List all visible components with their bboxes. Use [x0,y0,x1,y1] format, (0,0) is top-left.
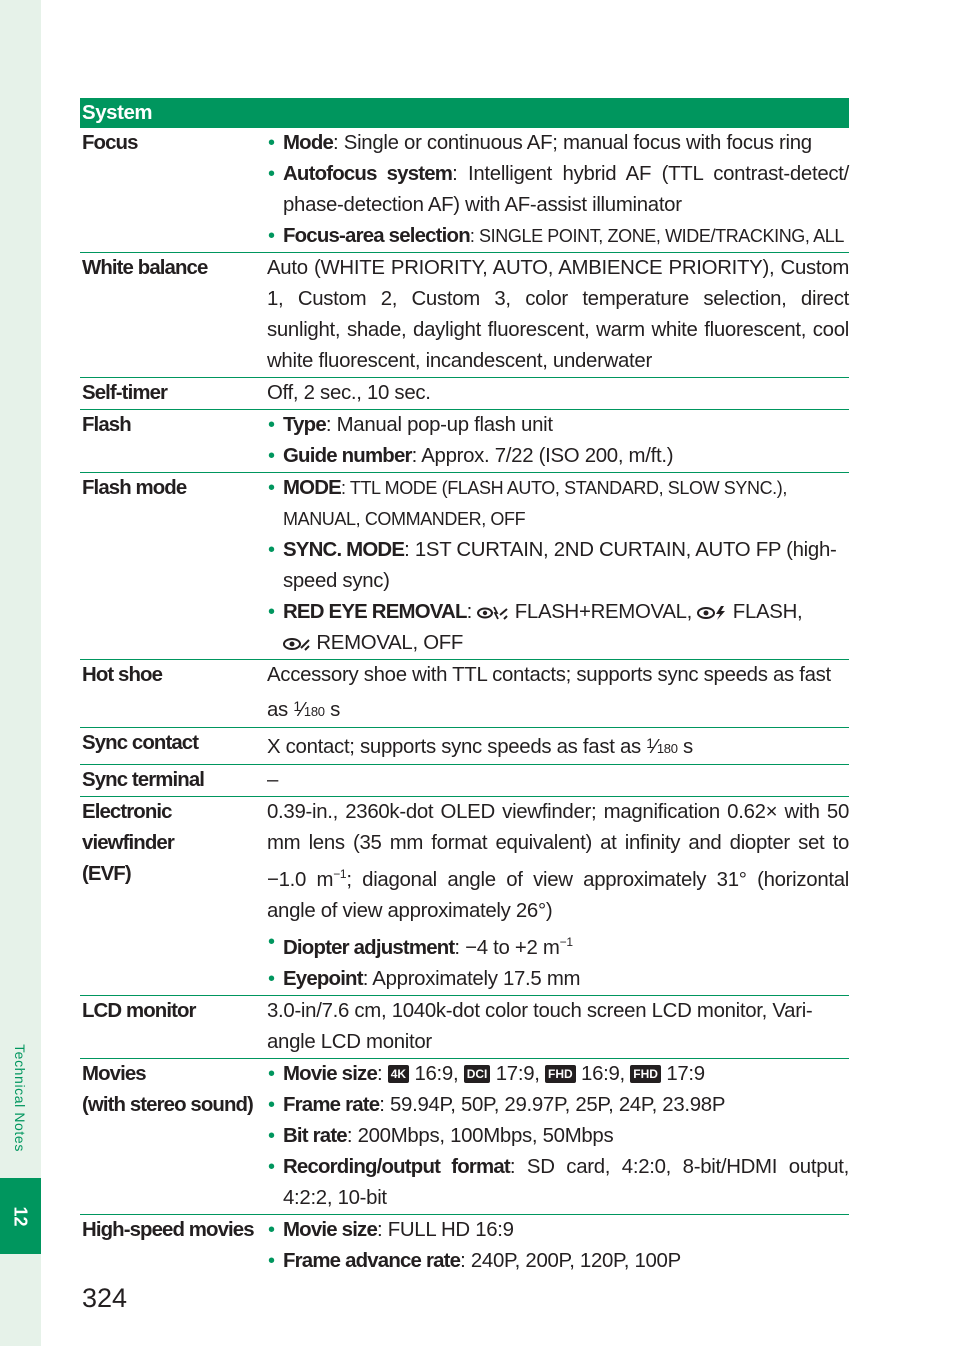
list-item: • MODE: TTL MODE (FLASH AUTO, STANDARD, SLOW SYNC.), MANUAL, COMMANDER, OFF [267,473,849,535]
row-label: Movies (with stereo sound) [82,1063,253,1116]
row-high-speed-movies [80,1215,849,1277]
row-value [267,410,849,472]
chapter-tab [0,1178,41,1254]
row-label: High-speed movies [82,1219,254,1241]
row-value [267,1215,849,1277]
list-item: • Focus-area selection: SINGLE POINT, ZONE, WIDE/TRACKING, ALL [267,221,849,252]
red-eye-flash-removal-icon [477,605,509,621]
list-item: • Eyepoint: Approximately 17.5 mm [267,964,849,995]
row-white-balance [80,253,849,378]
list-item: • RED EYE REMOVAL: FLASH+REMOVAL, FLASH, REMOVAL, OFF [267,597,849,659]
list-item: • Mode: Single or continuous AF; manual focus with focus ring [267,128,849,159]
row-flash [80,410,849,473]
row-label: Flash [82,414,131,436]
section-label: Technical Notes [12,1044,28,1152]
row-sync-contact [80,728,849,765]
list-item: • Movie size: FULL HD 16:9 [267,1215,849,1246]
list-item: • Type: Manual pop-up flash unit [267,410,849,441]
row-value [267,128,849,252]
fhd-badge: FHD [545,1065,576,1083]
row-label: Focus [82,132,138,154]
row-flash-mode [80,473,849,660]
row-label: LCD monitor [82,1000,196,1022]
row-label: Hot shoe [82,664,163,686]
fhd-badge: FHD [630,1065,661,1083]
list-item: • Movie size: 4K 16:9, DCI 17:9, FHD 16:9, FHD 17:9 [267,1059,849,1090]
list-item: • Autofocus system: Intelligent hybrid AF (TTL contrast-detect/ phase-detection AF) with AF-assist illuminator [267,159,849,221]
list-item: • SYNC. MODE: 1ST CURTAIN, 2ND CURTAIN, AUTO FP (high-speed sync) [267,535,849,597]
row-lcd-monitor [80,996,849,1059]
row-label: Electronic viewfinder (EVF) [82,801,174,885]
row-label: Flash mode [82,477,187,499]
row-value: 3.0-in/7.6 cm, 1040k-dot color touch screen LCD monitor, Vari-angle LCD monitor [267,1000,813,1053]
row-label: White balance [82,257,208,279]
table-header: System [80,98,849,128]
spec-table [80,98,849,1277]
row-value: Accessory shoe with TTL contacts; supports sync speeds as fast as $^1$⁄180 s [267,664,831,721]
4k-badge: 4K [388,1065,409,1083]
row-focus [80,128,849,253]
row-movies [80,1059,849,1215]
row-value [267,473,849,659]
list-item: • Diopter adjustment: −4 to +2 $m^{-1}$ [267,927,849,964]
red-eye-flash-icon [697,605,727,621]
row-value [267,1059,849,1214]
list-item: • Bit rate: 200Mbps, 100Mbps, 50Mbps [267,1121,849,1152]
red-eye-removal-icon [283,636,311,652]
row-label: Sync terminal [82,769,205,791]
row-value: X contact; supports sync speeds as fast as $^1$⁄180 s [267,735,693,758]
row-value: 0.39-in., 2360k-dot OLED viewfinder; magnification 0.62× with 50 mm lens (35 mm format equivalent) at infinity and diopter set to −1.0 $m^{-1}$; diagonal angle of view approximately 31° (horizontal angle of view approximately 26°) • Diopter adjustment: −4 to +2 $m^{-1}$ • Eyepoint: Approximately 17.5 mm [267,797,849,995]
row-value: – [267,769,279,791]
list-item: • Frame advance rate: 240P, 200P, 120P, 100P [267,1246,849,1277]
row-label: Sync contact [82,732,199,754]
row-label: Self-timer [82,382,168,404]
row-evf [80,797,849,996]
row-hot-shoe [80,660,849,728]
row-value: Off, 2 sec., 10 sec. [267,382,431,404]
chapter-number: 12 [11,1205,31,1227]
page-number: 324 [82,1283,128,1313]
row-sync-terminal [80,765,849,797]
dci-badge: DCI [464,1065,491,1083]
list-item: • Guide number: Approx. 7/22 (ISO 200, m/ft.) [267,441,849,472]
row-value: Auto (WHITE PRIORITY, AUTO, AMBIENCE PRIORITY), Custom 1, Custom 2, Custom 3, color temperature selection, direct sunlight, shade, daylight fluorescent, warm white fluorescent, cool white fluorescent, incandescent, underwater [267,257,849,372]
row-self-timer [80,378,849,410]
list-item: • Recording/output format: SD card, 4:2:0, 8-bit/HDMI output, 4:2:2, 10-bit [267,1152,849,1214]
list-item: • Frame rate: 59.94P, 50P, 29.97P, 25P, 24P, 23.98P [267,1090,849,1121]
